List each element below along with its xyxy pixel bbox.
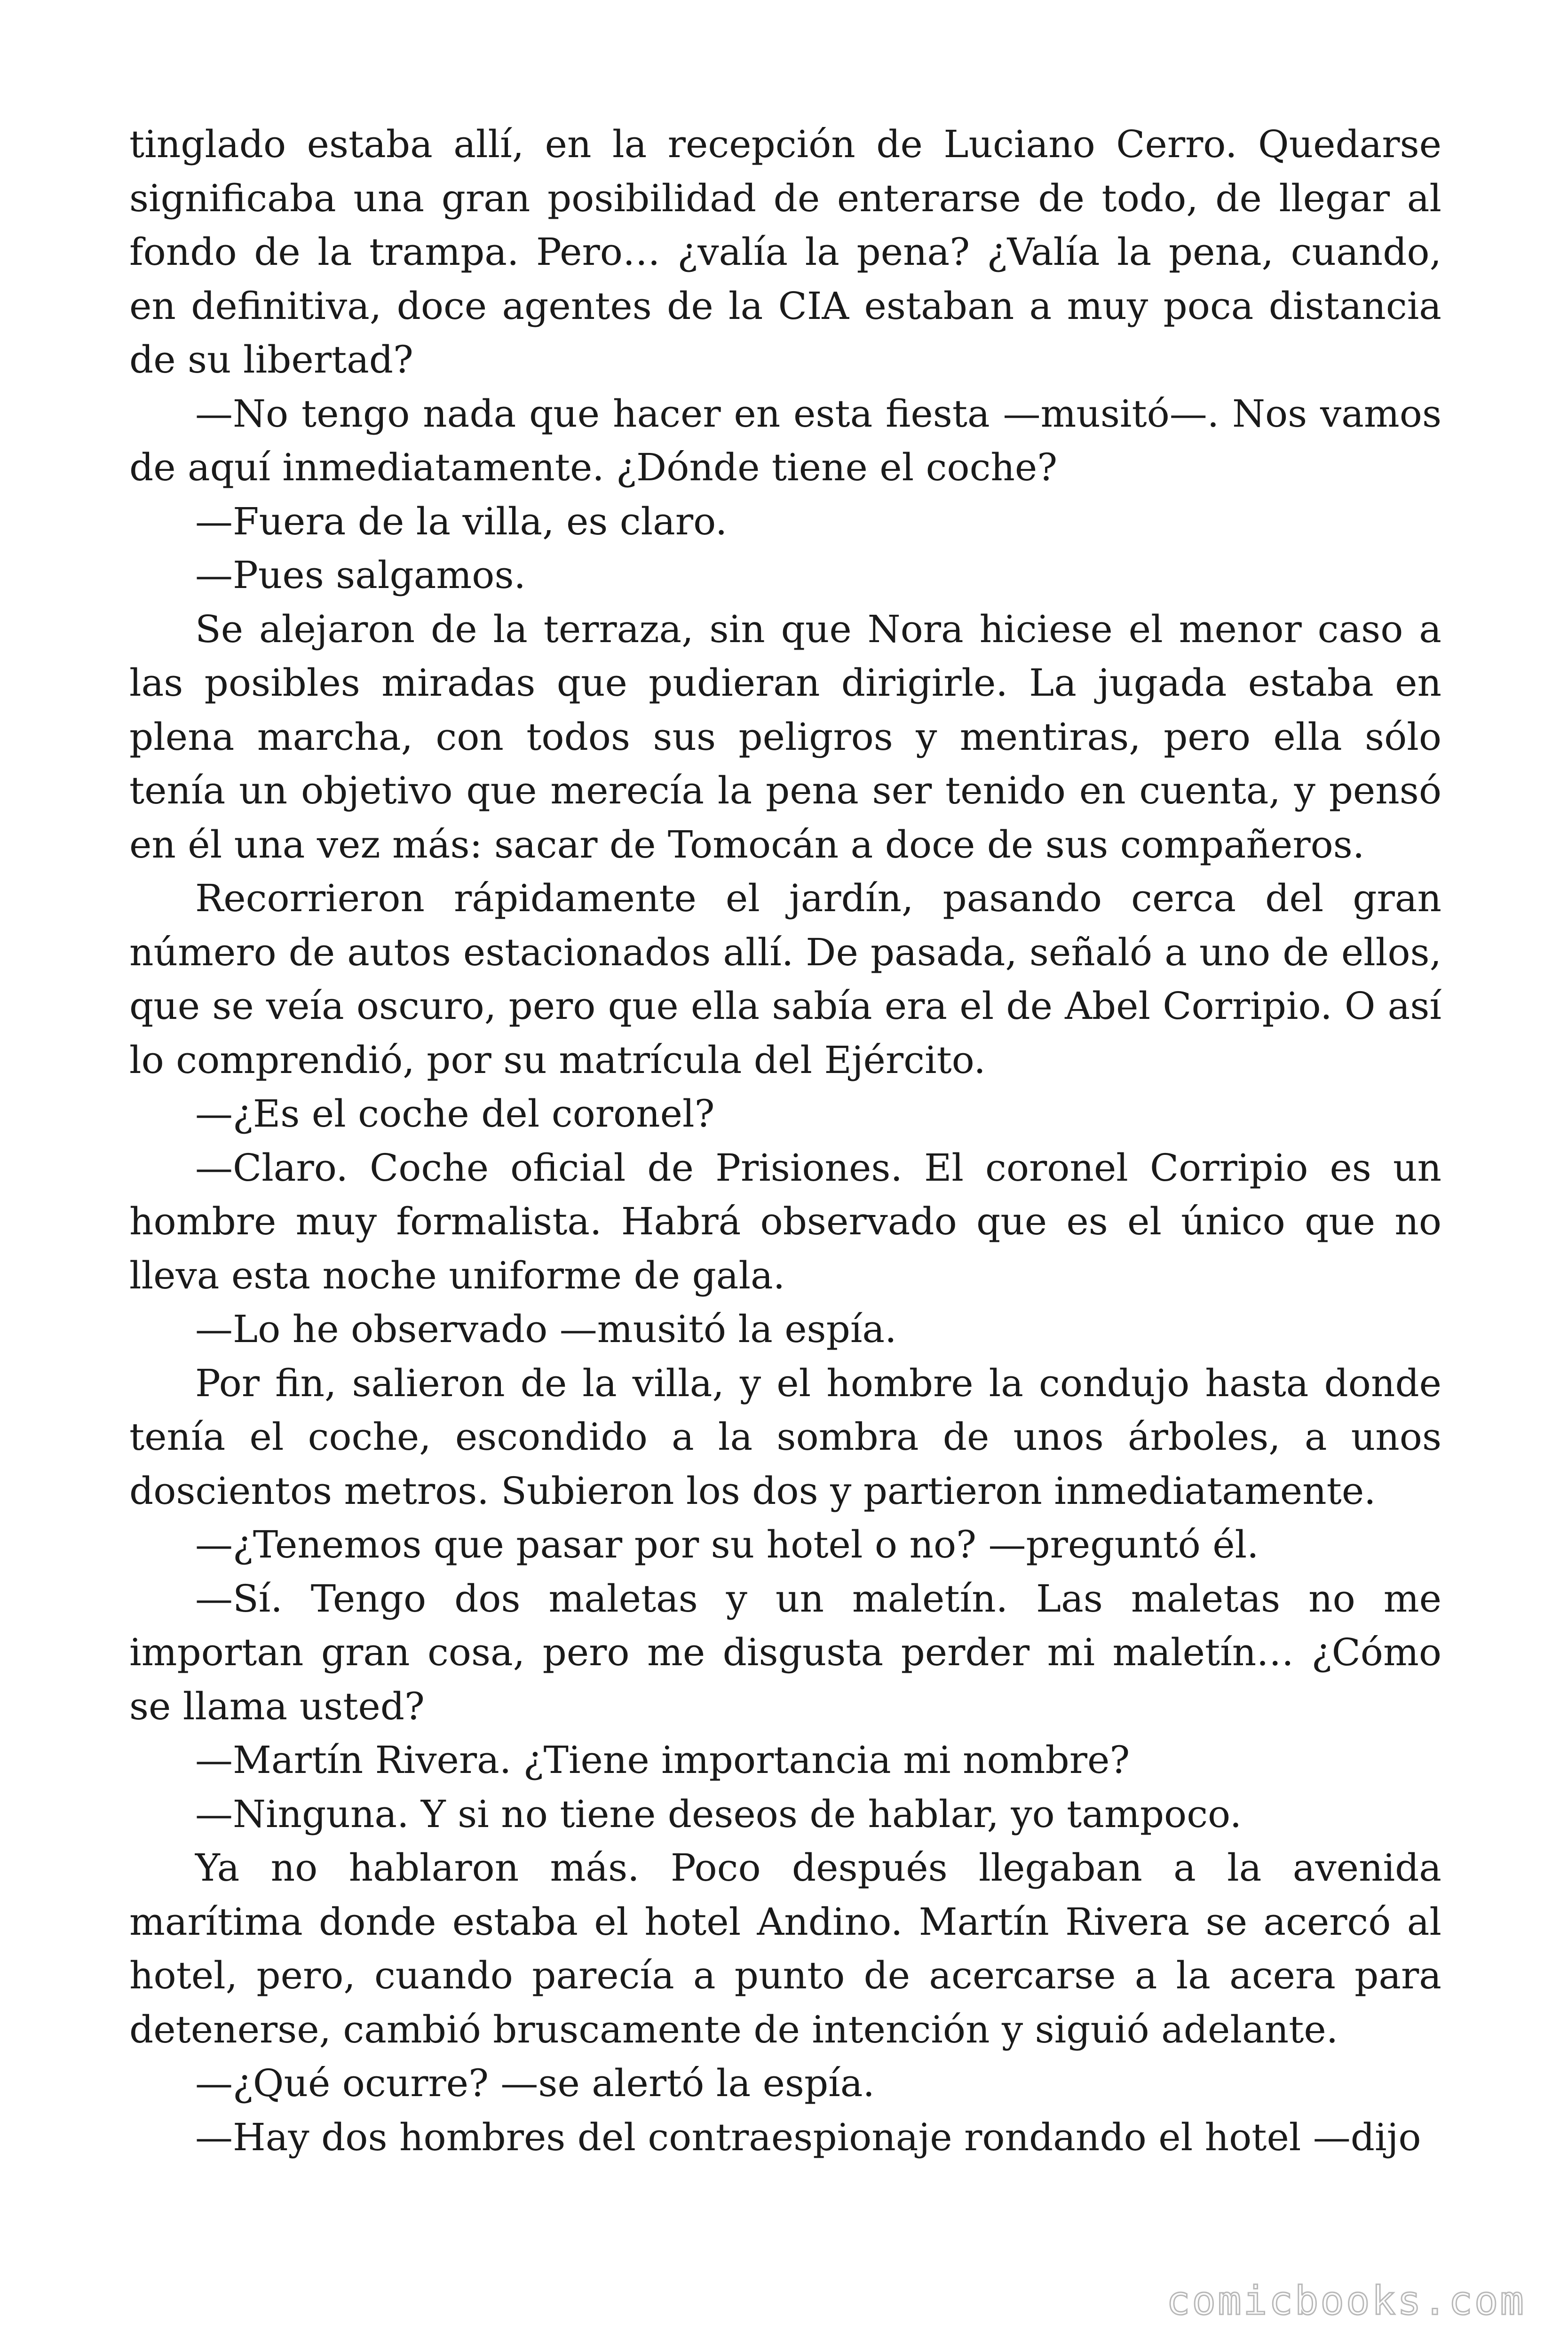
paragraph-3: —Fuera de la villa, es claro.	[195, 499, 728, 543]
paragraph-8: —Claro. Coche oficial de Prisiones. El coronel Corripio es un hombre muy formalista. Habrá observado que es el único que no lleva esta noche uniforme de gala.	[129, 1145, 1441, 1297]
paragraph-1: tinglado estaba allí, en la recepción de Luciano Cerro. Quedarse significaba una gran posibilidad de enterarse de todo, de llegar al fondo de la trampa. Pero… ¿valía la pena? ¿Valía la pena, cuando, en definitiva, doce agentes de la CIA estaban a muy poca distancia de su libertad?	[129, 122, 1441, 381]
paragraph-14: —Ninguna. Y si no tiene deseos de hablar, yo tampoco.	[195, 1792, 1242, 1836]
paragraph-10: Por fin, salieron de la villa, y el hombre la condujo hasta donde tenía el coche, escondido a la sombra de unos árboles, a unos doscientos metros. Subieron los dos y partieron inmediatamente.	[129, 1361, 1441, 1513]
paragraph-13: —Martín Rivera. ¿Tiene importancia mi nombre?	[195, 1738, 1130, 1782]
paragraph-17: —Hay dos hombres del contraespionaje rondando el hotel —dijo	[195, 2115, 1421, 2159]
body-text	[129, 118, 1441, 2164]
paragraph-9: —Lo he observado —musitó la espía.	[195, 1307, 897, 1351]
paragraph-4: —Pues salgamos.	[195, 553, 526, 597]
paragraph-7: —¿Es el coche del coronel?	[195, 1092, 715, 1136]
paragraph-12: —Sí. Tengo dos maletas y un maletín. Las maletas no me importan gran cosa, pero me disgusta perder mi maletín… ¿Cómo se llama usted?	[129, 1576, 1441, 1728]
watermark: comicbooks.com	[1166, 2278, 1526, 2324]
paragraph-6: Recorrieron rápidamente el jardín, pasando cerca del gran número de autos estacionados allí. De pasada, señaló a uno de ellos, que se veía oscuro, pero que ella sabía era el de Abel Corripio. O así lo comprendió, por su matrícula del Ejército.	[129, 876, 1441, 1082]
paragraph-16: —¿Qué ocurre? —se alertó la espía.	[195, 2061, 875, 2105]
paragraph-5: Se alejaron de la terraza, sin que Nora hiciese el menor caso a las posibles miradas que pudieran dirigirle. La jugada estaba en plena marcha, con todos sus peligros y mentiras, pero ella sólo tenía un objetivo que merecía la pena ser tenido en cuenta, y pensó en él una vez más: sacar de Tomocán a doce de sus compañeros.	[129, 607, 1441, 866]
paragraph-2: —No tengo nada que hacer en esta fiesta —musitó—. Nos vamos de aquí inmediatamente. ¿Dónde tiene el coche?	[129, 391, 1441, 489]
paragraph-15: Ya no hablaron más. Poco después llegaban a la avenida marítima donde estaba el hotel Andino. Martín Rivera se acercó al hotel, pero, cuando parecía a punto de acercarse a la acera para detenerse, cambió bruscamente de intención y siguió adelante.	[129, 1846, 1441, 2051]
paragraph-11: —¿Tenemos que pasar por su hotel o no? —preguntó él.	[195, 1523, 1259, 1566]
